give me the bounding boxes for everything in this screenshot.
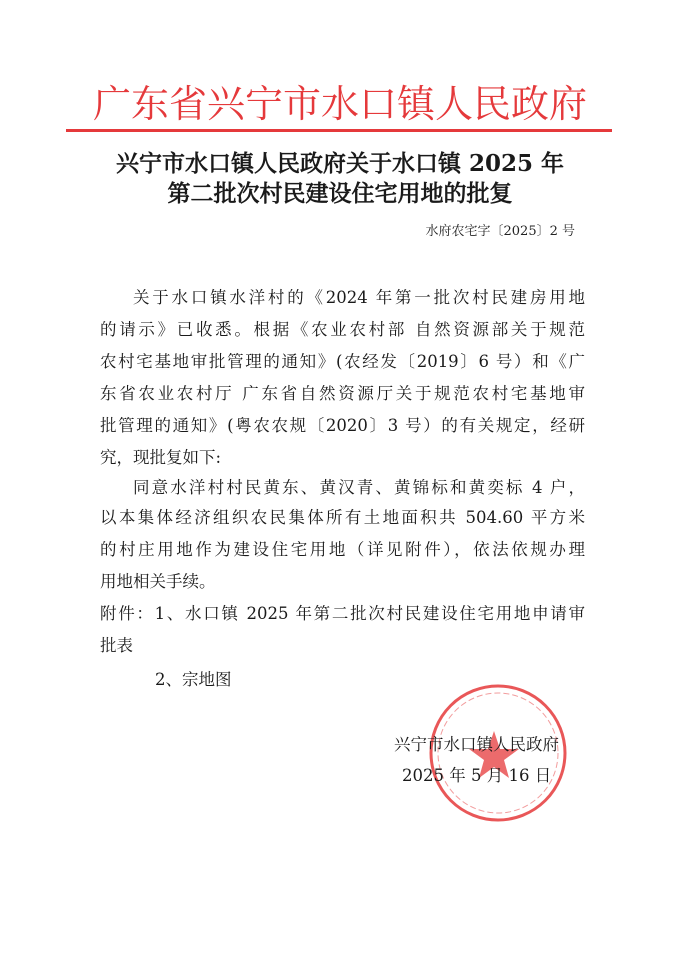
body-line: 以本集体经济组织农民集体所有土地面积共 504.60 平方米: [100, 508, 585, 527]
red-divider-line: [66, 129, 612, 132]
body-line: 究，现批复如下:: [100, 448, 222, 467]
signature-issuer: 兴宁市水口镇人民政府: [394, 735, 559, 754]
body-line: 同意水洋村村民黄东、黄汉青、黄锦标和黄奕标 4 户，: [133, 478, 585, 497]
body-line: 关于水口镇水洋村的《2024 年第一批次村民建房用地: [133, 288, 585, 307]
body-line: 的请示》已收悉。根据《农业农村部 自然资源部关于规范: [100, 320, 585, 339]
attachment-line: 附件：1、水口镇 2025 年第二批次村民建设住宅用地申请审: [100, 604, 585, 623]
attachment-line: 2、宗地图: [155, 670, 232, 689]
body-line: 农村宅基地审批管理的通知》(农经发〔2019〕6 号）和《广: [100, 352, 585, 371]
body-line: 的村庄用地作为建设住宅用地（详见附件），依法依规办理: [100, 540, 585, 559]
document-title-line-2: 第二批次村民建设住宅用地的批复: [167, 180, 513, 207]
body-line: 东省农业农村厅 广东省自然资源厅关于规范农村宅基地审: [100, 384, 585, 403]
document-number: 水府农宅字〔2025〕2 号: [425, 224, 575, 239]
body-line: 批管理的通知》(粤农农规〔2020〕3 号）的有关规定，经研: [100, 416, 585, 435]
issuing-organization-header: 广东省兴宁市水口镇人民政府: [92, 82, 587, 126]
document-title-line-1: 兴宁市水口镇人民政府关于水口镇 2025 年: [115, 150, 565, 177]
body-line: 用地相关手续。: [100, 572, 216, 591]
attachment-line: 批表: [100, 636, 133, 655]
signature-date: 2025 年 5 月 16 日: [402, 766, 552, 785]
